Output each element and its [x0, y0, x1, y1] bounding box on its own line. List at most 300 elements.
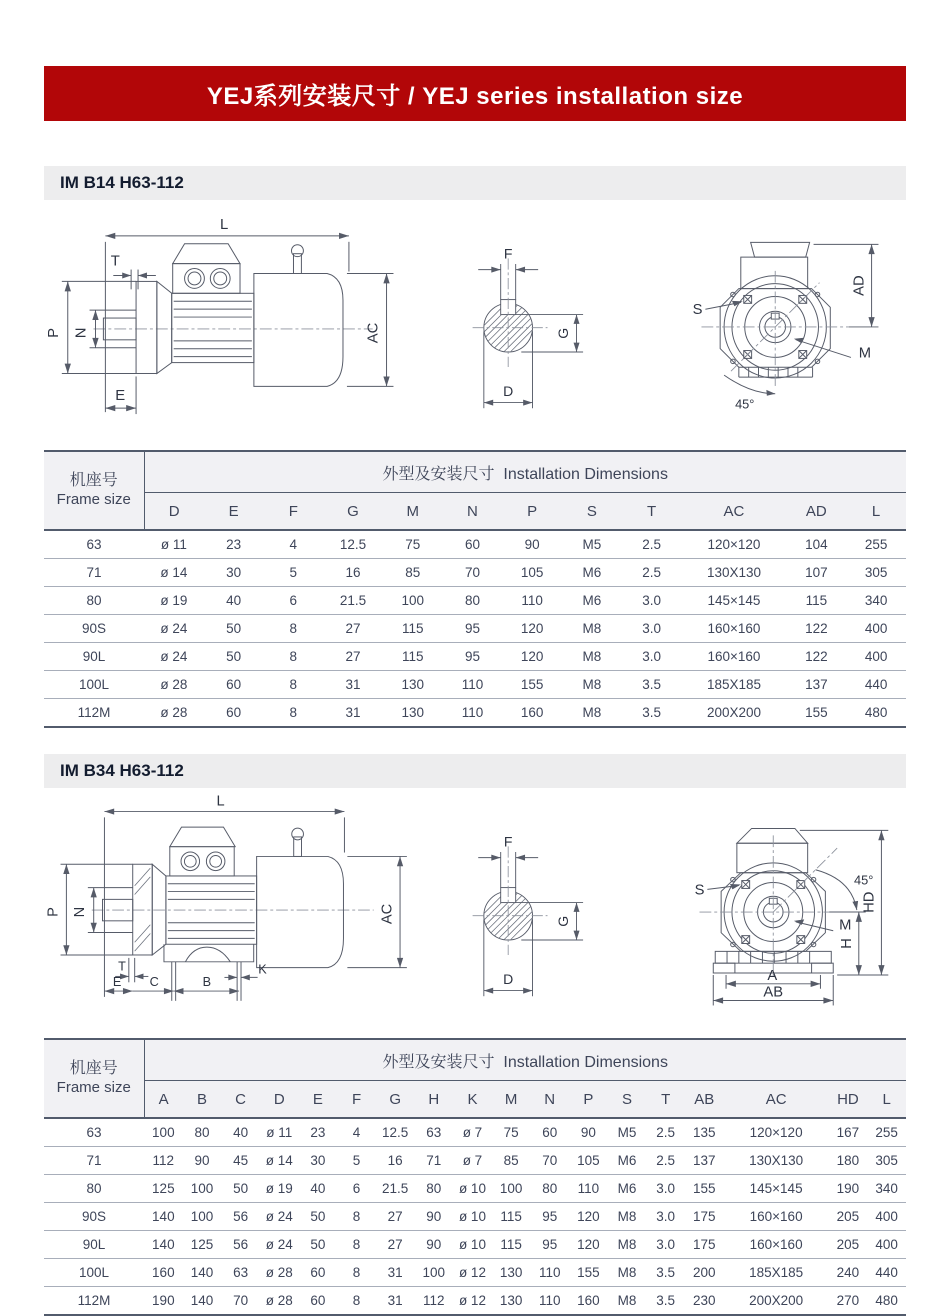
dimension-cell: 100 — [383, 587, 443, 615]
dimension-cell: 160 — [144, 1259, 183, 1287]
dimension-cell: 2.5 — [622, 530, 682, 559]
dimension-cell: ø 24 — [144, 643, 204, 671]
dimension-cell: 27 — [376, 1203, 415, 1231]
frame-size-cell: 90L — [44, 1231, 144, 1259]
frame-size-cell: 100L — [44, 671, 144, 699]
dimension-cell: 110 — [530, 1259, 569, 1287]
dim-label-AC: AC — [365, 322, 382, 344]
dimension-cell: 3.0 — [622, 643, 682, 671]
dimension-cell: 40 — [204, 587, 264, 615]
frame-size-cell: 112M — [77, 705, 111, 720]
dimension-cell: 16 — [323, 559, 383, 587]
frame-size-cell: 71 — [44, 559, 144, 587]
dimension-cell: 90 — [414, 1231, 453, 1259]
dimension-cell: 305 — [867, 1147, 906, 1175]
dimension-cell: 140 — [183, 1259, 222, 1287]
rear-view-b34-drawing — [670, 794, 906, 1034]
dimension-cell: 23 — [204, 530, 264, 559]
dimension-cell: 130 — [383, 671, 443, 699]
dimension-cell: 60 — [530, 1118, 569, 1147]
dimension-cell: 160 — [520, 705, 544, 720]
column-header-N: N — [530, 1081, 569, 1119]
dimension-cell: 90 — [569, 1118, 608, 1147]
dimension-cell: 107 — [786, 559, 846, 587]
dimension-cell: 8 — [289, 705, 298, 720]
dimension-cell: 105 — [502, 559, 562, 587]
dimension-cell: 8 — [263, 671, 323, 699]
dimension-cell: ø 19 — [260, 1175, 299, 1203]
dimension-cell: ø 24 — [260, 1203, 299, 1231]
dimension-cell: 205 — [829, 1203, 868, 1231]
dimension-cell: 167 — [829, 1118, 868, 1147]
dimension-cell: 255 — [846, 530, 906, 559]
dimension-row — [44, 1147, 906, 1175]
dimension-cell: M8 — [562, 615, 622, 643]
dim-label-D: D — [503, 971, 514, 988]
dimension-cell: 115 — [492, 1203, 531, 1231]
dimension-cell: 95 — [530, 1231, 569, 1259]
dimension-cell: 75 — [492, 1118, 531, 1147]
dim-label-N: N — [71, 906, 88, 918]
dimension-cell: ø 19 — [144, 587, 204, 615]
dimension-cell: 40 — [299, 1175, 338, 1203]
dimension-cell: ø 28 — [160, 705, 188, 720]
dimension-row — [44, 530, 906, 559]
dimension-cell: 122 — [786, 615, 846, 643]
dimension-cell: ø 7 — [453, 1118, 492, 1147]
column-header-M: M — [383, 493, 443, 531]
dimension-cell: 27 — [376, 1231, 415, 1259]
dimension-cell: 95 — [443, 643, 503, 671]
dim-label-K: K — [258, 962, 267, 977]
dimension-cell: 21.5 — [376, 1175, 415, 1203]
shaft-section-view-b14-drawing — [452, 206, 658, 440]
dimension-cell: 120×120 — [724, 1118, 829, 1147]
dimension-cell: 16 — [376, 1147, 415, 1175]
dimension-cell: M8 — [608, 1259, 647, 1287]
dimension-cell: 3.5 — [642, 705, 661, 720]
dimension-cell: 230 — [693, 1293, 716, 1308]
dimension-row — [44, 699, 906, 728]
dimension-cell: 80 — [443, 587, 503, 615]
dimension-cell: 5 — [263, 559, 323, 587]
dimension-cell: 6 — [337, 1175, 376, 1203]
motor-side-view-b14-drawing — [44, 206, 440, 440]
dimension-cell: 8 — [263, 643, 323, 671]
dimension-cell: 400 — [867, 1231, 906, 1259]
dimension-cell: 23 — [299, 1118, 338, 1147]
dimension-cell: 4 — [263, 530, 323, 559]
dimension-cell: 155 — [685, 1175, 724, 1203]
dim-label-AD: AD — [851, 275, 868, 296]
dim-label-E: E — [115, 388, 126, 405]
column-header-L: L — [867, 1081, 906, 1119]
dim-label-P: P — [45, 327, 62, 338]
dim-label-HD: HD — [861, 891, 878, 913]
dimension-cell: 200X200 — [706, 705, 761, 720]
dimension-cell: ø 10 — [453, 1203, 492, 1231]
dimension-cell: 12.5 — [323, 530, 383, 559]
dimension-cell: 2.5 — [646, 1147, 685, 1175]
dimension-cell: 100 — [414, 1259, 453, 1287]
dimension-row — [44, 1175, 906, 1203]
column-header-G: G — [323, 493, 383, 531]
dimension-cell: 205 — [829, 1231, 868, 1259]
dimension-cell: M6 — [562, 559, 622, 587]
frame-size-cell: 80 — [44, 1175, 144, 1203]
dimension-cell: 3.5 — [656, 1293, 676, 1308]
dimension-cell: ø 28 — [260, 1259, 299, 1287]
column-header-D: D — [144, 493, 204, 531]
dimension-cell: ø 28 — [265, 1293, 293, 1308]
dimension-cell: 125 — [183, 1231, 222, 1259]
dimension-cell: 30 — [299, 1147, 338, 1175]
dimension-cell: ø 14 — [260, 1147, 299, 1175]
dimension-cell: 160×160 — [681, 615, 786, 643]
dimension-cell: 155 — [805, 705, 828, 720]
frame-size-cell: 90S — [44, 1203, 144, 1231]
dimension-row — [44, 1203, 906, 1231]
column-header-C: C — [221, 1081, 260, 1119]
dimension-cell: 200 — [685, 1259, 724, 1287]
dimension-cell: 100 — [183, 1203, 222, 1231]
dimension-cell: 60 — [226, 705, 242, 720]
dimension-cell: 440 — [867, 1259, 906, 1287]
dimension-cell: 130X130 — [724, 1147, 829, 1175]
dimension-row — [44, 559, 906, 587]
dim-label-M: M — [858, 345, 872, 362]
dimension-cell: 400 — [867, 1203, 906, 1231]
dimension-cell: 3.0 — [622, 615, 682, 643]
dimension-cell: 100 — [183, 1175, 222, 1203]
frame-size-cell: 112M — [77, 1293, 111, 1308]
section-heading-b14: IM B14 H63-112 — [44, 166, 906, 200]
dimension-cell: 110 — [538, 1293, 561, 1308]
dimension-cell: 140 — [144, 1203, 183, 1231]
dimension-cell: ø 12 — [458, 1293, 486, 1308]
dimension-cell: 190 — [152, 1293, 175, 1308]
dimension-cell: ø 7 — [453, 1147, 492, 1175]
frame-size-cell: 71 — [44, 1147, 144, 1175]
drawing-row-b34 — [44, 788, 906, 1036]
dimension-cell: 400 — [846, 643, 906, 671]
dimension-cell: 31 — [323, 671, 383, 699]
dimension-cell: 71 — [414, 1147, 453, 1175]
dim-label-S: S — [694, 882, 705, 899]
dimension-cell: 80 — [414, 1175, 453, 1203]
column-header-T: T — [622, 493, 682, 531]
dim-label-AC: AC — [379, 903, 396, 925]
column-header-AD: AD — [786, 493, 846, 531]
dimension-cell: 270 — [836, 1293, 860, 1308]
dimension-cell: 155 — [569, 1259, 608, 1287]
flange-front-view-b14-drawing — [670, 206, 906, 440]
dim-label-G: G — [555, 915, 572, 927]
dimension-cell: 340 — [867, 1175, 906, 1203]
dimension-cell: 155 — [502, 671, 562, 699]
dimension-row — [44, 587, 906, 615]
angle-label-45: 45° — [735, 396, 755, 412]
dimension-cell: 175 — [685, 1203, 724, 1231]
dimension-cell: 185X185 — [724, 1259, 829, 1287]
dimension-cell: 145×145 — [681, 587, 786, 615]
dim-label-F: F — [503, 833, 513, 850]
dimension-cell: 130 — [499, 1293, 523, 1308]
dim-label-L: L — [216, 794, 225, 810]
section-heading-b34: IM B34 H63-112 — [44, 754, 906, 788]
dimension-cell: 137 — [685, 1147, 724, 1175]
dimension-cell: 90 — [414, 1203, 453, 1231]
dimension-cell: 190 — [829, 1175, 868, 1203]
dimension-cell: 480 — [875, 1293, 898, 1308]
column-header-K: K — [453, 1081, 492, 1119]
dimension-cell: 8 — [337, 1259, 376, 1287]
dimension-cell: 50 — [299, 1203, 338, 1231]
dimension-cell: 70 — [530, 1147, 569, 1175]
dimension-cell: 56 — [221, 1203, 260, 1231]
column-header-B: B — [183, 1081, 222, 1119]
dimension-cell: 60 — [310, 1293, 326, 1308]
dimension-cell: 85 — [383, 559, 443, 587]
dimension-cell: 135 — [685, 1118, 724, 1147]
dimension-cell: 480 — [864, 705, 888, 720]
dimension-cell: 140 — [144, 1231, 183, 1259]
dimension-cell: 125 — [144, 1175, 183, 1203]
dimension-cell: 30 — [204, 559, 264, 587]
frame-size-cell: 63 — [44, 530, 144, 559]
column-header-H: H — [414, 1081, 453, 1119]
column-header-F: F — [337, 1081, 376, 1119]
dimension-cell: 130X130 — [681, 559, 786, 587]
dimension-cell: 70 — [233, 1293, 249, 1308]
dimension-cell: 160×160 — [724, 1231, 829, 1259]
dimension-cell: 112 — [423, 1293, 445, 1308]
dimension-cell: 2.5 — [622, 559, 682, 587]
dimension-row — [44, 1118, 906, 1147]
dimension-cell: 27 — [323, 615, 383, 643]
dimension-cell: M5 — [562, 530, 622, 559]
dimension-cell: M8 — [562, 643, 622, 671]
dimensions-group-header: 外型及安装尺寸 Installation Dimensions — [144, 1039, 906, 1081]
dimension-cell: 40 — [221, 1118, 260, 1147]
dim-label-F: F — [503, 245, 513, 262]
dimension-cell: 8 — [337, 1203, 376, 1231]
dimension-row — [44, 615, 906, 643]
column-header-AB: AB — [685, 1081, 724, 1119]
frame-size-header: 机座号 Frame size — [44, 451, 144, 530]
frame-size-cell: 80 — [44, 587, 144, 615]
dimension-cell: 120×120 — [681, 530, 786, 559]
dimension-cell: 115 — [383, 643, 443, 671]
dim-label-T: T — [110, 253, 120, 270]
dim-label-P: P — [45, 907, 62, 917]
dimension-cell: ø 12 — [453, 1259, 492, 1287]
dimension-row — [44, 643, 906, 671]
dimension-cell: 160×160 — [681, 643, 786, 671]
dimension-cell: 180 — [829, 1147, 868, 1175]
dimension-cell: 31 — [376, 1259, 415, 1287]
dimension-cell: 160 — [577, 1293, 600, 1308]
frame-size-cell: 90L — [44, 643, 144, 671]
dimension-cell: 63 — [414, 1118, 453, 1147]
dimension-cell: 175 — [685, 1231, 724, 1259]
dimension-cell: 145×145 — [724, 1175, 829, 1203]
dimension-cell: 112 — [144, 1147, 183, 1175]
dim-label-S: S — [692, 302, 703, 319]
dimension-cell: 80 — [183, 1118, 222, 1147]
dimension-cell: 50 — [221, 1175, 260, 1203]
dimension-cell: M8 — [582, 705, 602, 720]
dimension-cell: 90 — [502, 530, 562, 559]
dimension-cell: ø 24 — [144, 615, 204, 643]
column-header-S: S — [608, 1081, 647, 1119]
dimension-cell: 3.0 — [646, 1175, 685, 1203]
dimension-cell: 8 — [352, 1293, 361, 1308]
dimension-row — [44, 1287, 906, 1316]
dimension-cell: 60 — [443, 530, 503, 559]
dimension-row — [44, 671, 906, 699]
dimension-cell: ø 14 — [144, 559, 204, 587]
dim-label-D: D — [503, 383, 514, 400]
dimension-cell: 115 — [492, 1231, 531, 1259]
dimension-cell: 130 — [492, 1259, 531, 1287]
dimension-cell: 305 — [846, 559, 906, 587]
dimension-cell: 60 — [299, 1259, 338, 1287]
dimension-cell: M6 — [608, 1175, 647, 1203]
dimension-cell: 130 — [401, 705, 424, 720]
dimensions-table-b14 — [44, 450, 906, 728]
dimension-cell: ø 10 — [453, 1175, 492, 1203]
dimension-cell: M6 — [608, 1147, 647, 1175]
dimension-cell: M8 — [608, 1231, 647, 1259]
dimension-cell: 104 — [786, 530, 846, 559]
dim-label-H: H — [838, 938, 855, 949]
dimension-cell: M8 — [608, 1203, 647, 1231]
dimension-cell: 240 — [829, 1259, 868, 1287]
dimension-cell: 110 — [569, 1175, 608, 1203]
dim-label-B: B — [202, 975, 212, 990]
dimension-cell: 50 — [299, 1231, 338, 1259]
dimension-cell: 115 — [786, 587, 846, 615]
dimension-cell: M8 — [617, 1293, 637, 1308]
dimension-cell: 6 — [263, 587, 323, 615]
column-header-AC: AC — [681, 493, 786, 531]
dimension-cell: 2.5 — [646, 1118, 685, 1147]
dimension-row — [44, 1231, 906, 1259]
drawing-row-b14 — [44, 200, 906, 448]
dimension-cell: 12.5 — [376, 1118, 415, 1147]
dimension-cell: 95 — [530, 1203, 569, 1231]
column-header-N: N — [443, 493, 503, 531]
dimension-cell: ø 11 — [260, 1118, 299, 1147]
motor-side-view-b34-drawing — [44, 794, 440, 1034]
dimension-cell: 100 — [144, 1118, 183, 1147]
dimension-cell: 90 — [183, 1147, 222, 1175]
column-header-G: G — [376, 1081, 415, 1119]
frame-size-header: 机座号 Frame size — [44, 1039, 144, 1118]
column-header-L: L — [846, 493, 906, 531]
dimension-cell: 5 — [337, 1147, 376, 1175]
dimension-cell: 110 — [461, 705, 484, 720]
dimension-cell: 140 — [190, 1293, 214, 1308]
dimension-cell: 27 — [323, 643, 383, 671]
dimension-cell: 85 — [492, 1147, 531, 1175]
dimension-cell: ø 28 — [144, 671, 204, 699]
dimension-cell: 120 — [502, 615, 562, 643]
dimension-cell: 45 — [221, 1147, 260, 1175]
dimension-cell: 21.5 — [323, 587, 383, 615]
frame-size-cell: 63 — [44, 1118, 144, 1147]
dimension-cell: 200X200 — [749, 1293, 804, 1308]
dim-label-M: M — [839, 917, 852, 934]
column-header-M: M — [492, 1081, 531, 1119]
angle-label-45: 45° — [854, 872, 874, 888]
column-header-F: F — [263, 493, 323, 531]
dim-label-G: G — [555, 327, 572, 339]
dim-label-T: T — [118, 959, 126, 974]
dimension-cell: 340 — [846, 587, 906, 615]
dimension-cell: ø 11 — [144, 530, 204, 559]
dimension-cell: 110 — [502, 587, 562, 615]
dimension-cell: 3.5 — [622, 671, 682, 699]
dimension-cell: ø 24 — [260, 1231, 299, 1259]
dimension-cell: 122 — [786, 643, 846, 671]
dimension-cell: 75 — [383, 530, 443, 559]
dimension-cell: 3.5 — [646, 1259, 685, 1287]
dimension-cell: 3.0 — [646, 1203, 685, 1231]
dimension-cell: 160×160 — [724, 1203, 829, 1231]
column-header-HD: HD — [829, 1081, 868, 1119]
dimension-cell: 100 — [492, 1175, 531, 1203]
dimension-cell: 31 — [345, 705, 361, 720]
column-header-T: T — [646, 1081, 685, 1119]
column-header-A: A — [144, 1081, 183, 1119]
dimension-cell: M5 — [608, 1118, 647, 1147]
dimension-cell: 440 — [846, 671, 906, 699]
page-title: YEJ系列安装尺寸 / YEJ series installation size — [44, 66, 906, 121]
dimension-cell: 3.0 — [622, 587, 682, 615]
dimension-cell: 60 — [204, 671, 264, 699]
dimension-row — [44, 1259, 906, 1287]
dimension-cell: 70 — [443, 559, 503, 587]
dim-label-L: L — [220, 216, 229, 233]
column-header-E: E — [204, 493, 264, 531]
dim-label-C: C — [149, 975, 159, 990]
column-header-AC: AC — [724, 1081, 829, 1119]
column-header-E: E — [299, 1081, 338, 1119]
frame-size-cell: 90S — [44, 615, 144, 643]
dimension-cell: 185X185 — [681, 671, 786, 699]
column-header-P: P — [569, 1081, 608, 1119]
dimension-cell: 63 — [221, 1259, 260, 1287]
dimension-cell: 137 — [786, 671, 846, 699]
dimensions-table-b34 — [44, 1038, 906, 1316]
dimension-cell: M8 — [562, 671, 622, 699]
dimension-cell: 400 — [846, 615, 906, 643]
dimension-cell: M6 — [562, 587, 622, 615]
column-header-S: S — [562, 493, 622, 531]
dimension-cell: 120 — [569, 1203, 608, 1231]
dim-label-E: E — [112, 975, 122, 990]
dimension-cell: 3.0 — [646, 1231, 685, 1259]
dimension-cell: 80 — [530, 1175, 569, 1203]
dim-label-A: A — [767, 967, 778, 984]
dimension-cell: 50 — [204, 615, 264, 643]
dimension-cell: 115 — [383, 615, 443, 643]
column-header-D: D — [260, 1081, 299, 1119]
dim-label-N: N — [73, 327, 90, 339]
dimension-cell: 50 — [204, 643, 264, 671]
